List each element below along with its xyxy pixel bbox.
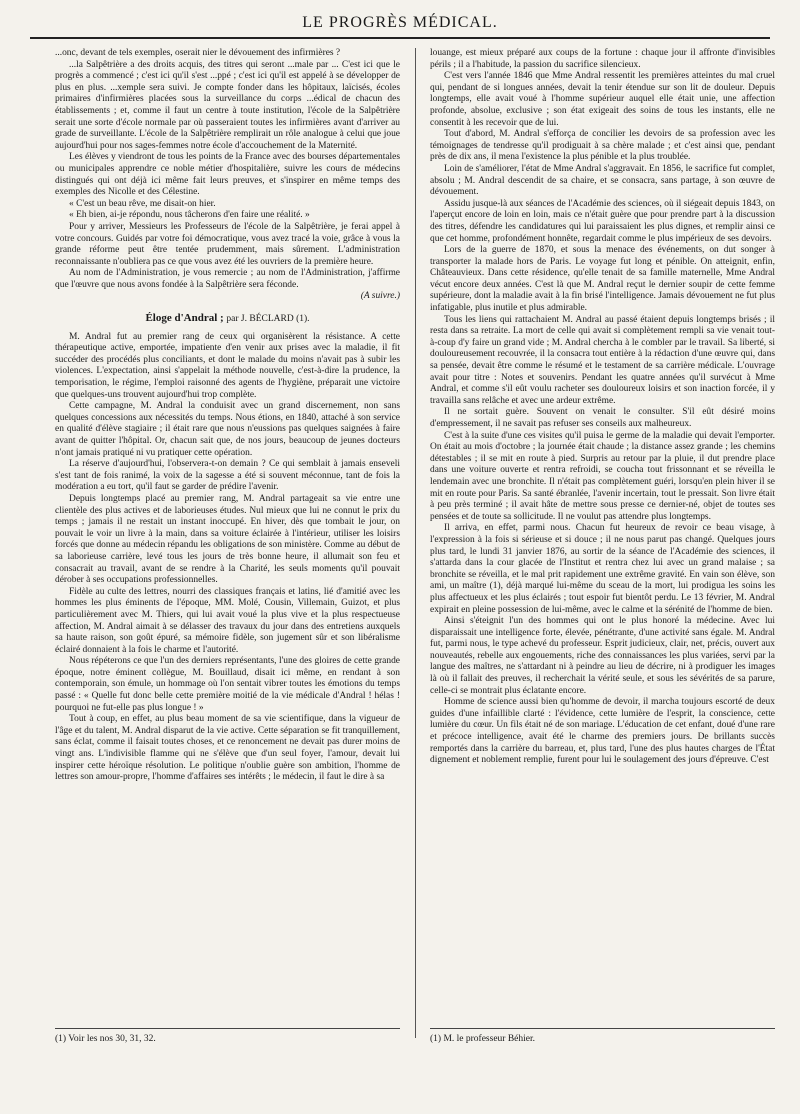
- paragraph: ...la Salpêtrière a des droits acquis, des titres qui seront ...male par ... C'est ici que le progrès a commencé ; c'est ici qu'il s'est ...ppé ; c'est ici qu'il est appelé à se développer de plus en plus. ...xemple sera suivi. Je compte fonder dans les hôpitaux, laïcisés, écoles primaires d'infirmières placées sous la surveillance du corps ...édical de chacun des établissements ; et, comme il faut un centre à toute institution, l'école de la Salpêtrière serait une sorte d'école normale par où passeraient toutes les infirmières avant d'arriver au grade de surveillante. L'école de la Salpêtrière remplirait un rôle analogue à celui que joue aujourd'hui pour nos sages-femmes notre école d'accouchement de la Maternité.: [55, 59, 400, 151]
- paragraph: M. Andral fut au premier rang de ceux qui organisèrent la résistance. A cette thérapeutique active, emportée, impatiente d'en venir aux prises avec la maladie, il fit succéder des procédés plus conciliants, et dont le malade du moins n'avait pas à subir les violences. L'expectation, ainsi s'appelait la méthode nouvelle, c'est-à-dire la prudence, la temporisation, le régime, l'emploi raisonné des agents de l'hygiène, préparait une victoire que quelques-uns trouvent aujourd'hui trop complète.: [55, 331, 400, 400]
- section-author: par J. BÉCLARD (1).: [226, 314, 310, 325]
- paragraph: ...onc, devant de tels exemples, oserait nier le dévouement des infirmières ?: [55, 48, 341, 58]
- paragraph: Nous répéterons ce que l'un des derniers représentants, l'une des gloires de cette grande époque, notre éminent collègue, M. Bouillaud, disait ici même, en rendant à son contemporain, son émule, un hommage où l'on sentait vibrer toutes les émotions du temps passé : « Quelle fut donc belle cette première moitié de la vie médicale d'Andral ! hélas ! pourquoi ne fut-elle pas plus longue ! »: [55, 656, 400, 713]
- paragraph: Assidu jusque-là aux séances de l'Académie des sciences, où il siégeait depuis 1843, on l'aperçut encore de loin en loin, mais ce n'était guère que pour prendre part à la discussion des titres, défendre les candidatures qui lui paraissaient les plus dignes, et remplir ainsi ce que cet homme, profondément honnête, regardait comme le plus impérieux de ses devoirs.: [430, 198, 775, 244]
- paragraph: Ainsi s'éteignit l'un des hommes qui ont le plus honoré la médecine. Avec lui disparaissait une intelligence forte, élevée, pénétrante, d'une activité sans égale. M. Andral fut, parmi nous, le type achevé du professeur. Esprit judicieux, clair, net, précis, ouvert aux nouveautés, rebelle aux engouements, riche des connaissances les plus variées, servi par la langue des maîtres, ne s'attardant ni à peindre au lieu de décrire, ni à prodiguer les images là où il fallait des preuves, il recherchait la vérité seule, et sous les sévérités de sa parure, celle-ci se montrait plus éclatante encore.: [430, 616, 775, 696]
- footnote-rule-right: [430, 1028, 775, 1029]
- column-divider: [415, 48, 416, 1038]
- paragraph: Lors de la guerre de 1870, et sous la menace des événements, on dut songer à transporter la malade hors de Paris. Le voyage fut long et pénible. On atteignit, enfin, Châteauvieux. Dans cette résidence, qu'elle tenait de sa famille maternelle, Mme Andral vécut encore deux années. C'est là que M. Andral reçut le dernier soupir de cette femme supérieure, dont la maladie avait à la fin brisé l'intelligence. Jamais dévouement ne fut plus infatigable, plus inutile et plus admirable.: [430, 245, 775, 314]
- paragraph: Tout à coup, en effet, au plus beau moment de sa vie scientifique, dans la vigueur de l'âge et du talent, M. Andral disparut de la vie active. Cette séparation se fit tranquillement, sans éclat, comme il faisait toutes choses, et ce renoncement ne devait pas durer moins de vingt ans. L'indivisible flamme qui ne s'élève que d'un seul foyer, l'amour, devait lui inspirer cette héroïque résolution. Le politique n'oublie guère son ambition, l'homme de lettres son amour-propre, l'homme d'affaires ses intérêts ; le médecin, il faut le dire à sa: [55, 714, 400, 783]
- page-header: [0, 0, 800, 44]
- paragraph: Tout d'abord, M. Andral s'efforça de concilier les devoirs de sa profession avec les témoignages de tendresse qu'il prodiguait à sa chère malade ; et c'est ainsi que, pendant près de dix ans, il mena l'existence la plus pénible et la plus troublée.: [430, 129, 775, 163]
- paragraph: Il arriva, en effet, parmi nous. Chacun fut heureux de revoir ce beau visage, à l'expression à la fois si sérieuse et si douce ; il ne nous parut pas changé. Quelques jours plus tard, le lundi 31 janvier 1876, au sortir de la séance de l'Académie des sciences, il s'attarda dans la cour glacée de l'Institut et rentra chez lui avec un grand malaise ; sa bronchite se réveilla, et le mal prit rapidement une extrême gravité. En vain son élève, son ami, un maître (1), déjà marqué lui-même du sceau de la mort, lui prodigua les soins les plus affectueux et les plus éclairés ; tout espoir fut bientôt perdu. Le 13 février, M. Andral expirait en pleine possession de lui-même, avec le calme et la sérénité de l'homme de bien.: [430, 523, 775, 615]
- paragraph: Pour y arriver, Messieurs les Professeurs de l'école de la Salpêtrière, je ferai appel à votre concours. Guidés par votre foi démocratique, vous avez tracé la voie, grâce à vous la grande réforme peut être tentée prudemment, mais sûrement. L'administration reconnaissante n'oubliera pas ce que vous avez été les ouvriers de la première heure.: [55, 221, 400, 267]
- left-column: [55, 48, 400, 784]
- paragraph: « Eh bien, ai-je répondu, nous tâcherons d'en faire une réalité. »: [69, 210, 310, 221]
- paragraph: Tous les liens qui rattachaient M. Andral au passé étaient depuis longtemps brisés ; il resta dans sa retraite. La mort de celle qui avait si complètement rempli sa vie venait tout-à-coup d'y faire un grand vide ; M. Andral chercha à le combler par le travail. Sa liberté, si douloureusement recouvrée, il la consacra tout entière à la rédaction d'une œuvre qui, dans sa pensée, devait être comme le résumé et le testament de sa carrière médicale. L'ouvrage avait pour titre : Notes et souvenirs. Pendant les quatre années qu'il survécut à Mme Andral, et comme s'il eût voulu racheter ses douloureux loisirs et son inaction forcée, il y travailla sans relâche et avec une ardeur extrême.: [430, 314, 775, 406]
- section-title: [55, 313, 400, 326]
- header-rule: [30, 37, 770, 39]
- to-be-continued-text: (A suivre.): [360, 291, 400, 302]
- paragraph: « C'est un beau rêve, me disait-on hier.: [69, 198, 216, 209]
- paragraph: Depuis longtemps placé au premier rang, M. Andral partageait sa vie entre une clientèle des plus actives et de laborieuses études. Nul mieux que lui ne connut le prix du temps ; jamais il ne restait un instant inoccupé. En hiver, dès que tombait le jour, on pouvait le voir un livre à la main, dans sa voiture éclairée à l'intérieur, utiliser les loisirs forcés que donne au médecin répandu les obligations de son ministère. Comme au début de sa laborieuse carrière, levé tous les jours de très bonne heure, il allumait son feu et consacrait au travail, avant de se rendre à la Charité, les seuls moments qu'il pouvait dérober à ses occupations professionnelles.: [55, 493, 400, 586]
- paragraph: Il ne sortait guère. Souvent on venait le consulter. S'il eût désiré moins d'empressement, il ne savait pas refuser ses conseils aux malheureux.: [430, 407, 775, 429]
- paragraph: Fidèle au culte des lettres, nourri des classiques français et latins, lié d'amitié avec les hommes les plus éminents de l'époque, MM. Molé, Cousin, Villemain, Guizot, et plus particulièrement avec M. Thiers, qui lui avait voué la plus vive et la plus respectueuse affection, M. Andral aimait à se délasser des travaux du jour dans des entretiens auxquels sa haute raison, son goût épuré, sa mémoire fidèle, son jugement sûr et son libéralisme éclairé donnaient à la fois le charme et l'autorité.: [55, 586, 400, 655]
- footnote-left: (1) Voir les nos 30, 31, 32.: [55, 1034, 156, 1044]
- paragraph: Au nom de l'Administration, je vous remercie ; au nom de l'Administration, j'affirme que l'œuvre que nous avons fondée à la Salpêtrière sera féconde.: [55, 268, 400, 290]
- paragraph: La réserve d'aujourd'hui, l'observera-t-on demain ? Ce qui semblait à jamais enseveli s'est tant de fois ranimé, la voix de la sagesse a été si souvent méconnue, tant de fois la modération a eu tort, qu'il faut se garder de prédire l'avenir.: [55, 459, 400, 493]
- paragraph: C'est à la suite d'une ces visites qu'il puisa le germe de la maladie qui devait l'emporter. On était au mois d'octobre ; la journée était chaude ; la distance assez grande ; les chemins détestables ; il se mit en route à pied. Surpris au retour par la pluie, il dut prendre place dans une voiture ouverte et rentra refroidi, se coucha tout frissonnant et se réveilla le lendemain avec une bronchite. Il n'était pas complètement guéri, lorsqu'en plein hiver il se mit en route pour Paris. Sa santé ébranlée, l'avenir incertain, tout le pressait. Son livre était à peu près terminé ; il avait hâte de mettre sous presse ce dernier-né, objet de toutes ses pensées et de toute sa sollicitude. Il ne voulut pas attendre plus longtemps.: [430, 430, 775, 522]
- section-title-text: Éloge d'Andral ;: [145, 312, 224, 325]
- footnote-rule-left: [55, 1028, 400, 1029]
- paragraph: Les élèves y viendront de tous les points de la France avec des bourses départementales ou municipales apprendre ce noble métier d'hospitalière, suivre les cours de médecins distingués qui ont déjà ici même fait leurs preuves, et s'inspirer en même temps des exemples des Nicolle et des Célestine.: [55, 152, 400, 198]
- footnote-right: (1) M. le professeur Béhier.: [430, 1034, 535, 1044]
- paragraph: C'est vers l'année 1846 que Mme Andral ressentit les premières atteintes du mal cruel qui, pendant de si longues années, devait la tenir étendue sur son lit de douleur. Depuis longtemps, elle avait voué à l'homme supérieur auquel elle était unie, une affection profonde, absolue, exclusive ; son état exigeait des soins de tous les instants, elle ne consentit à les recevoir que de lui.: [430, 71, 775, 128]
- to-be-continued: [55, 291, 400, 303]
- paragraph: Loin de s'améliorer, l'état de Mme Andral s'aggravait. En 1856, le sacrifice fut complet, absolu ; M. Andral descendit de sa chaire, et se consacra, sans partage, à son œuvre de dévouement.: [430, 163, 775, 198]
- journal-title: LE PROGRÈS MÉDICAL.: [302, 14, 498, 31]
- paragraph: Homme de science aussi bien qu'homme de devoir, il marcha toujours escorté de deux guides d'une infaillible clarté : l'évidence, cette lumière de l'esprit, la conscience, cette lumière du cœur. Un fils était né de son mariage. L'éducation de cet enfant, doué d'une rare et précoce intelligence, avait été le charme des premiers jours. De brillants succès remportés dans la carrière du barreau, et, plus tard, l'une des plus hautes charges de l'État dignement et noblement remplie, furent pour lui le soulagement des jours d'épreuve. C'est: [430, 697, 775, 766]
- paragraph: louange, est mieux préparé aux coups de la fortune : chaque jour il affronte d'invisibles périls ; il a l'habitude, la passion du sacrifice silencieux.: [430, 48, 775, 70]
- paragraph: Cette campagne, M. Andral la conduisit avec un grand discernement, non sans quelques concessions aux nécessités du temps. Nous étions, en 1840, attaché à son service en qualité d'élève stagiaire ; il était rare que nous n'eussions pas quelques saignées à faire avant de quitter l'hôpital. Or, chacun sait que, de nos jours, beaucoup de jeunes docteurs n'ont jamais pratiqué ni vu pratiquer cette opération.: [55, 401, 400, 458]
- right-column: [430, 48, 775, 767]
